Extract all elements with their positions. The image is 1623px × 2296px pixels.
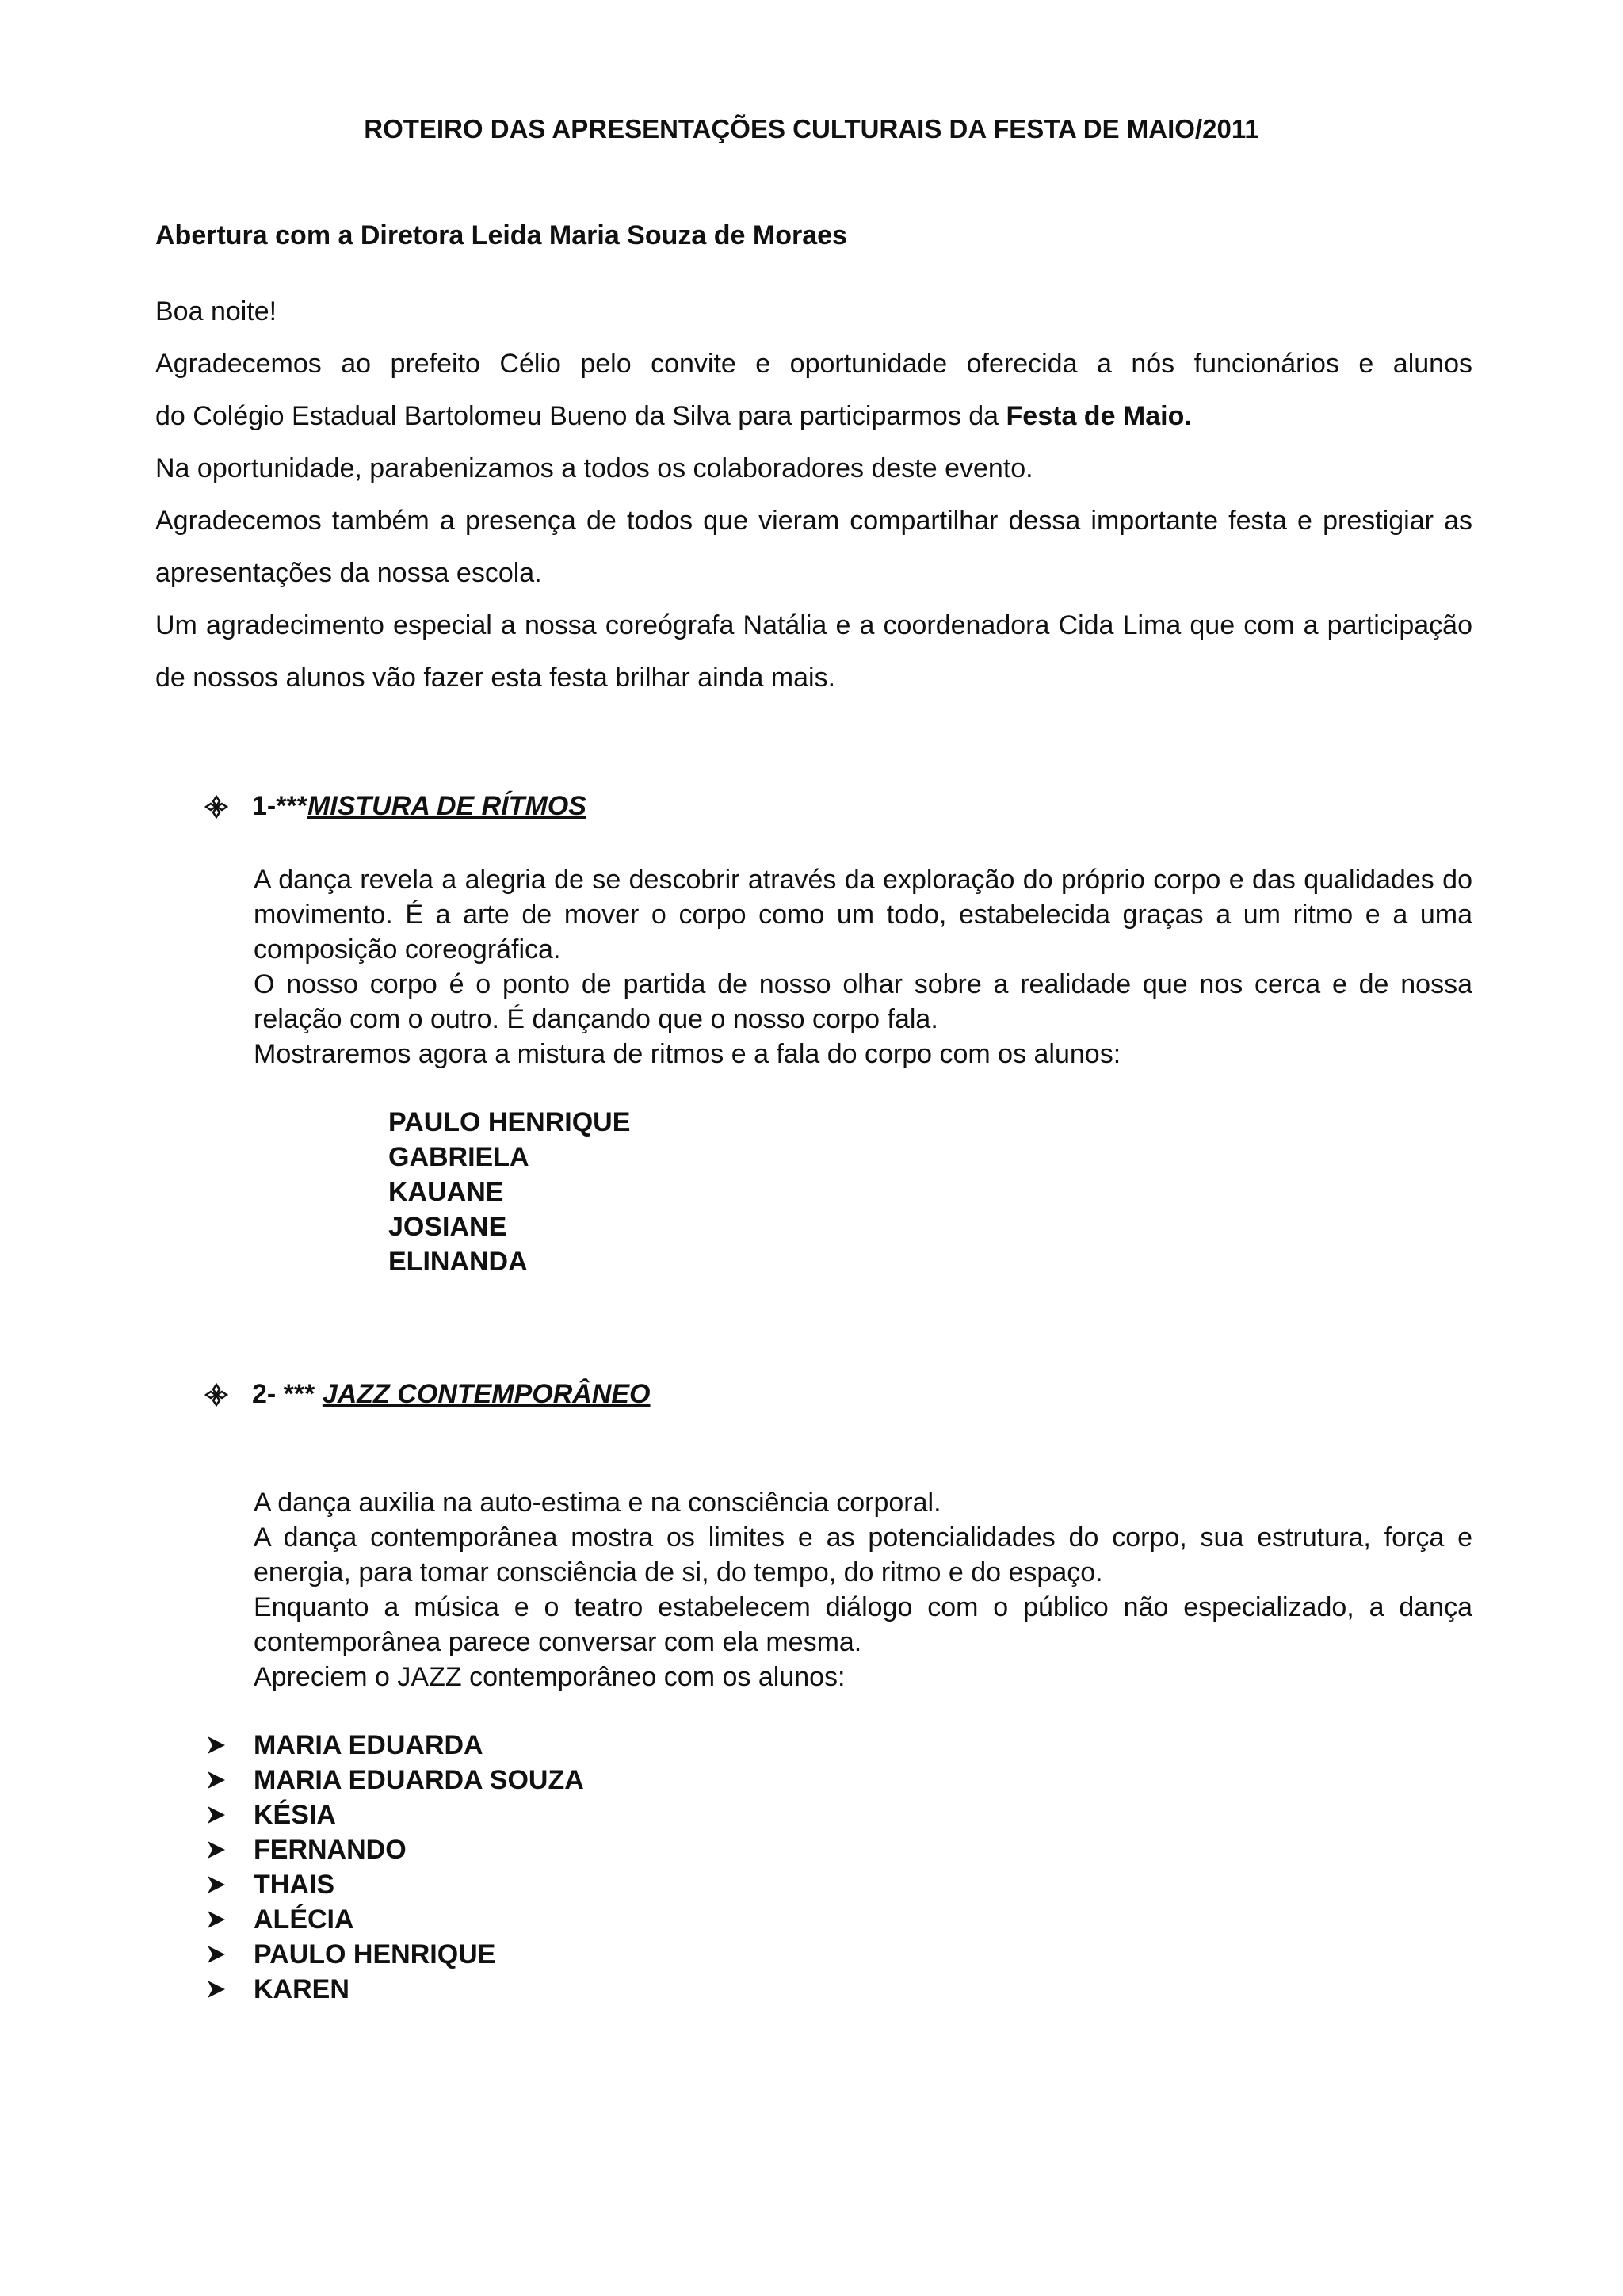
arrowhead-bullet-icon (204, 1733, 228, 1757)
section-1-paragraph-2: O nosso corpo é o ponto de partida de nosso olhar sobre a realidade que nos cerca e de nossa relação com o outro. É dançando que o nosso corpo fala. (254, 969, 1472, 1034)
arrowhead-bullet-icon (204, 1838, 228, 1862)
student-name: PAULO HENRIQUE (388, 1107, 631, 1137)
list-item (204, 1972, 584, 2007)
opening-paragraph-1-line-2 (155, 390, 1472, 442)
section-2-prefix: 2- *** (252, 1379, 323, 1409)
student-name: THAIS (254, 1870, 334, 1900)
section-2-student-list (204, 1728, 584, 2007)
student-name: GABRIELA (388, 1142, 529, 1172)
section-1-body (254, 862, 1472, 1072)
list-item (204, 1797, 584, 1832)
student-name: KAUANE (388, 1177, 504, 1207)
arrowhead-bullet-icon (204, 1943, 228, 1966)
student-name: PAULO HENRIQUE (254, 1939, 496, 1969)
list-item (204, 1937, 584, 1972)
arrowhead-bullet-icon (204, 1908, 228, 1931)
opening-text (155, 285, 1472, 704)
opening-heading: Abertura com a Diretora Leida Maria Souza de Moraes (155, 220, 847, 250)
student-name: FERNANDO (254, 1835, 407, 1865)
opening-paragraph-1-line-1: Agradecemos ao prefeito Célio pelo convite e oportunidade oferecida a nós funcionários e alunos (155, 349, 1472, 379)
student-name: KAREN (254, 1974, 349, 2004)
opening-paragraph-4: Um agradecimento especial a nossa coreógrafa Natália e a coordenadora Cida Lima que com a participação de nossos alunos vão fazer esta festa brilhar ainda mais. (155, 610, 1472, 693)
section-1-title: MISTURA DE RÍTMOS (307, 791, 586, 821)
student-name: ELINANDA (388, 1247, 528, 1277)
list-item (204, 1728, 584, 1763)
student-name: JOSIANE (388, 1212, 507, 1242)
student-name: ALÉCIA (254, 1904, 354, 1935)
arrowhead-bullet-icon (204, 1803, 228, 1827)
opening-paragraph-2: Na oportunidade, parabenizamos a todos os colaboradores deste evento. (155, 453, 1033, 483)
section-2-paragraph-2: A dança contemporânea mostra os limites e as potencialidades do corpo, sua estrutura, força e energia, para tomar consciência de si, do tempo, do ritmo e do espaço. (254, 1522, 1472, 1587)
section-2-body (254, 1485, 1472, 1694)
opening-paragraph-1-text: do Colégio Estadual Bartolomeu Bueno da Silva para participarmos da (155, 401, 1006, 431)
section-1-student-list (388, 1105, 630, 1279)
arrowhead-bullet-icon (204, 1873, 228, 1897)
list-item (204, 1832, 584, 1867)
section-2-paragraph-4: Apreciem o JAZZ contemporâneo com os alunos: (254, 1662, 846, 1692)
section-1-paragraph-1: A dança revela a alegria de se descobrir através da exploração do próprio corpo e das qualidades do movimento. É a arte de mover o corpo como um todo, estabelecida graças a um ritmo e a uma composição coreográfica. (254, 865, 1472, 965)
document-title: ROTEIRO DAS APRESENTAÇÕES CULTURAIS DA FESTA DE MAIO/2011 (364, 114, 1259, 143)
festa-de-maio-emphasis: Festa de Maio. (1006, 401, 1192, 431)
four-diamond-bullet-icon (204, 1383, 228, 1407)
arrowhead-bullet-icon (204, 1768, 228, 1792)
four-diamond-bullet-icon (204, 795, 228, 819)
list-item (204, 1763, 584, 1797)
arrowhead-bullet-icon (204, 1977, 228, 2001)
section-2-paragraph-1: A dança auxilia na auto-estima e na consciência corporal. (254, 1488, 941, 1518)
student-name: MARIA EDUARDA (254, 1730, 483, 1760)
section-2-paragraph-3: Enquanto a música e o teatro estabelecem diálogo com o público não especializado, a dança contemporânea parece conversar com ela mesma. (254, 1592, 1472, 1657)
greeting: Boa noite! (155, 296, 277, 327)
student-name: MARIA EDUARDA SOUZA (254, 1765, 584, 1795)
student-name: KÉSIA (254, 1800, 336, 1830)
opening-paragraph-3: Agradecemos também a presença de todos que vieram compartilhar dessa importante festa e prestigiar as apresentações da nossa escola. (155, 506, 1472, 588)
list-item (204, 1867, 584, 1902)
section-1-prefix: 1-*** (252, 791, 307, 821)
section-2-title: JAZZ CONTEMPORÂNEO (322, 1379, 651, 1409)
section-2-heading (204, 1379, 651, 1410)
section-1-paragraph-3: Mostraremos agora a mistura de ritmos e a fala do corpo com os alunos: (254, 1039, 1121, 1069)
list-item (204, 1902, 584, 1937)
section-1-heading (204, 791, 586, 822)
